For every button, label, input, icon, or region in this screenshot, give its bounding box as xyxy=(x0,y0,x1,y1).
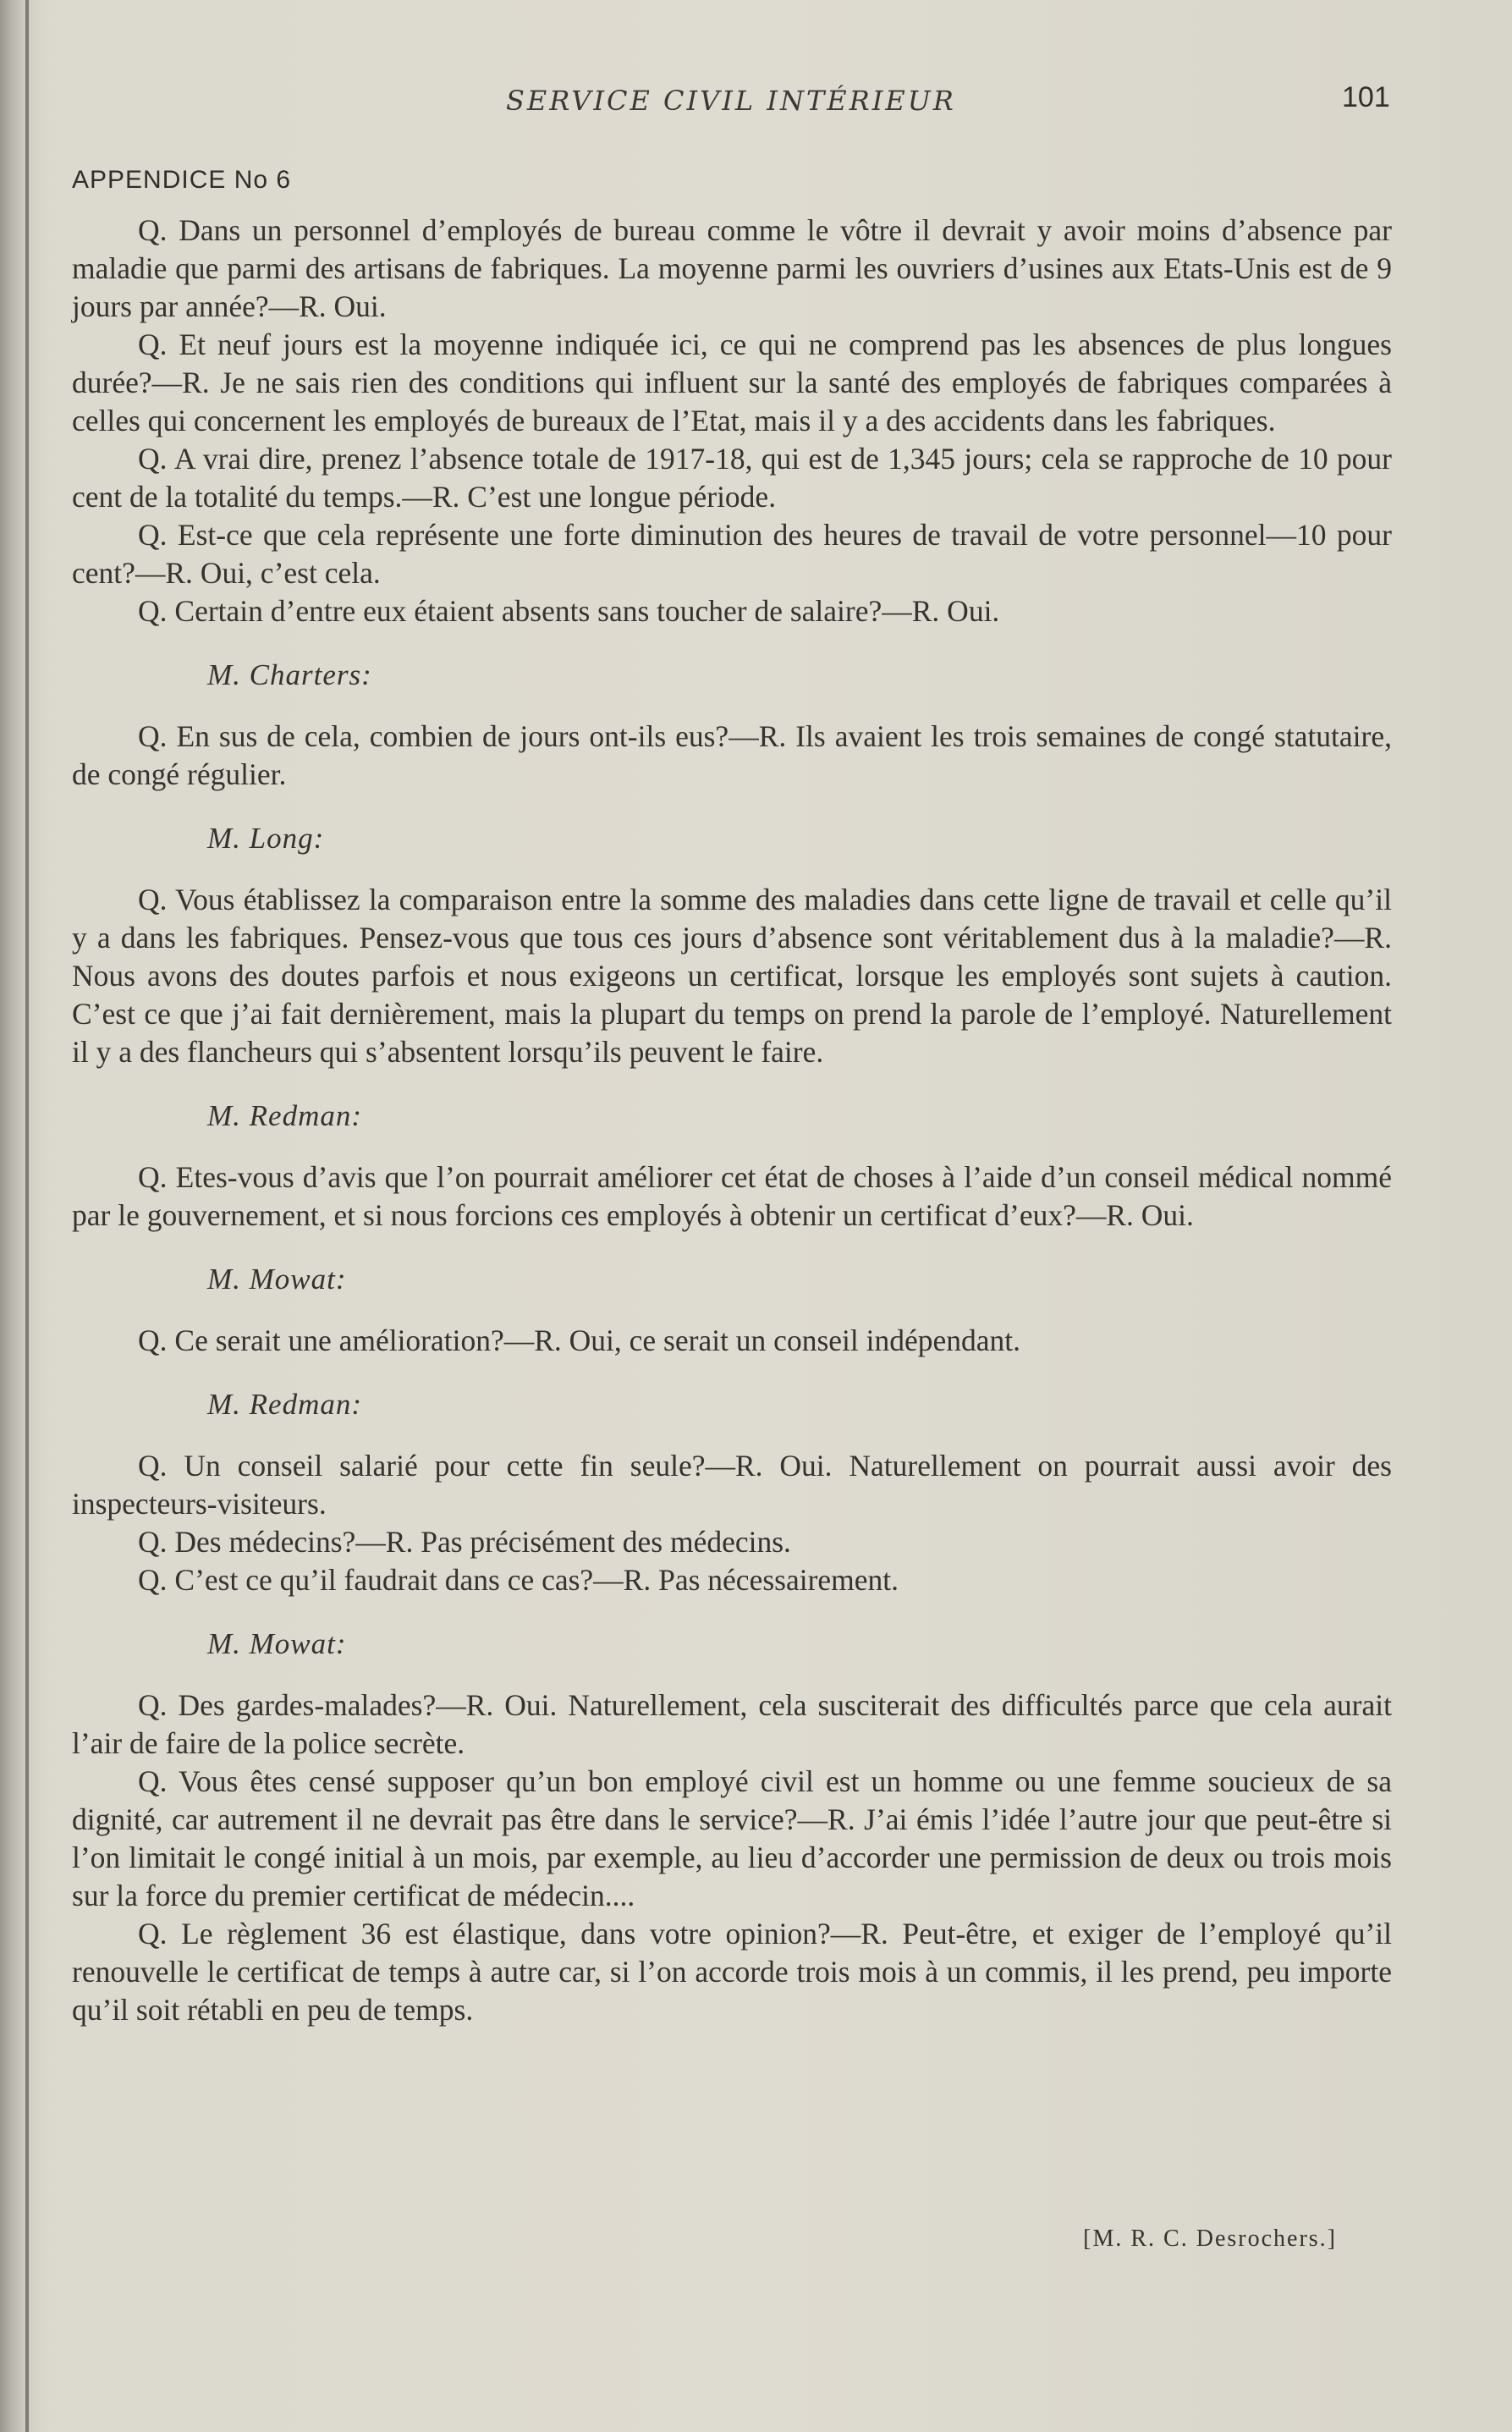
speaker-heading: M. Long: xyxy=(207,822,325,855)
question-answer-paragraph: Q. Vous êtes censé supposer qu’un bon employé civil est un homme ou une femme soucieux de sa dignité, car autrement il ne devrait pas être dans le service?—R. J’ai émis l’idée l’autre jour que peut-être si l’on limitait le congé initial à un mois, par exemple, au lieu d’accorder une permission de deux ou trois mois sur la force du premier certificat de médecin.... xyxy=(72,1764,1392,1912)
speaker-heading: M. Charters: xyxy=(207,658,372,691)
question-answer-paragraph: Q. Un conseil salarié pour cette fin seule?—R. Oui. Naturellement on pourrait aussi avoir des inspecteurs-visiteurs. xyxy=(72,1449,1392,1521)
signature-attribution: [M. R. C. Desrochers.] xyxy=(1083,2226,1337,2252)
speaker-heading: M. Redman: xyxy=(207,1099,363,1132)
question-answer-paragraph: Q. Certain d’entre eux étaient absents sans toucher de salaire?—R. Oui. xyxy=(138,594,1000,628)
question-answer-paragraph: Q. Ce serait une amélioration?—R. Oui, ce serait un conseil indépendant. xyxy=(138,1323,1020,1357)
question-answer-paragraph: Q. Et neuf jours est la moyenne indiquée ici, ce qui ne comprend pas les absences de plus longues durée?—R. Je ne sais rien des conditions qui influent sur la santé des employés de fabriques comparées à celles qui concernent les employés de bureaux de l’Etat, mais il y a des accidents dans les fabriques. xyxy=(72,327,1392,437)
question-answer-paragraph: Q. Etes-vous d’avis que l’on pourrait améliorer cet état de choses à l’aide d’un conseil médical nommé par le gouvernement, et si nous forcions ces employés à obtenir un certificat d’eux?—R. Oui. xyxy=(72,1160,1392,1232)
question-answer-paragraph: Q. En sus de cela, combien de jours ont-ils eus?—R. Ils avaient les trois semaines de congé statutaire, de congé régulier. xyxy=(72,719,1392,791)
question-answer-paragraph: Q. Vous établissez la comparaison entre la somme des maladies dans cette ligne de travail et celle qu’il y a dans les fabriques. Pensez-vous que tous ces jours d’absence sont véritablement dus à la maladie?—R. Nous avons des doutes parfois et nous exigeons un certificat, lorsque les employés sont sujets à caution. C’est ce que j’ai fait dernièrement, mais la plupart du temps on prend la parole de l’employé. Naturellement il y a des flancheurs qui s’absentent lorsqu’ils peuvent le faire. xyxy=(72,883,1392,1069)
speaker-heading: M. Mowat: xyxy=(207,1627,347,1660)
question-answer-paragraph: Q. A vrai dire, prenez l’absence totale de 1917-18, qui est de 1,345 jours; cela se rapproche de 10 pour cent de la totalité du temps.—R. C’est une longue période. xyxy=(72,442,1392,514)
page-binding-edge xyxy=(0,0,41,2432)
question-answer-paragraph: Q. Dans un personnel d’employés de bureau comme le vôtre il devrait y avoir moins d’absence par maladie que parmi des artisans de fabriques. La moyenne parmi les ouvriers d’usines aux Etats-Unis est de 9 jours par année?—R. Oui. xyxy=(72,213,1392,323)
question-answer-paragraph: Q. C’est ce qu’il faudrait dans ce cas?—R. Pas nécessairement. xyxy=(138,1563,899,1597)
question-answer-paragraph: Q. Des gardes-malades?—R. Oui. Naturellement, cela susciterait des difficultés parce que cela aurait l’air de faire de la police secrète. xyxy=(72,1688,1392,1760)
speaker-heading: M. Redman: xyxy=(207,1388,363,1421)
running-title: SERVICE CIVIL INTÉRIEUR xyxy=(506,85,956,117)
question-answer-paragraph: Q. Des médecins?—R. Pas précisément des médecins. xyxy=(138,1525,791,1559)
appendix-label: APPENDICE No 6 xyxy=(72,166,292,194)
binding-fold-line xyxy=(25,0,29,2432)
testimony-body xyxy=(72,212,1392,2029)
page-number: 101 xyxy=(1342,81,1390,113)
question-answer-paragraph: Q. Est-ce que cela représente une forte diminution des heures de travail de votre personnel—10 pour cent?—R. Oui, c’est cela. xyxy=(72,518,1392,590)
running-header xyxy=(0,81,1512,124)
speaker-heading: M. Mowat: xyxy=(207,1263,347,1296)
question-answer-paragraph: Q. Le règlement 36 est élastique, dans votre opinion?—R. Peut-être, et exiger de l’employé qu’il renouvelle le certificat de temps à autre car, si l’on accorde trois mois à un commis, il les prend, peu importe qu’il soit rétabli en peu de temps. xyxy=(72,1917,1392,2027)
